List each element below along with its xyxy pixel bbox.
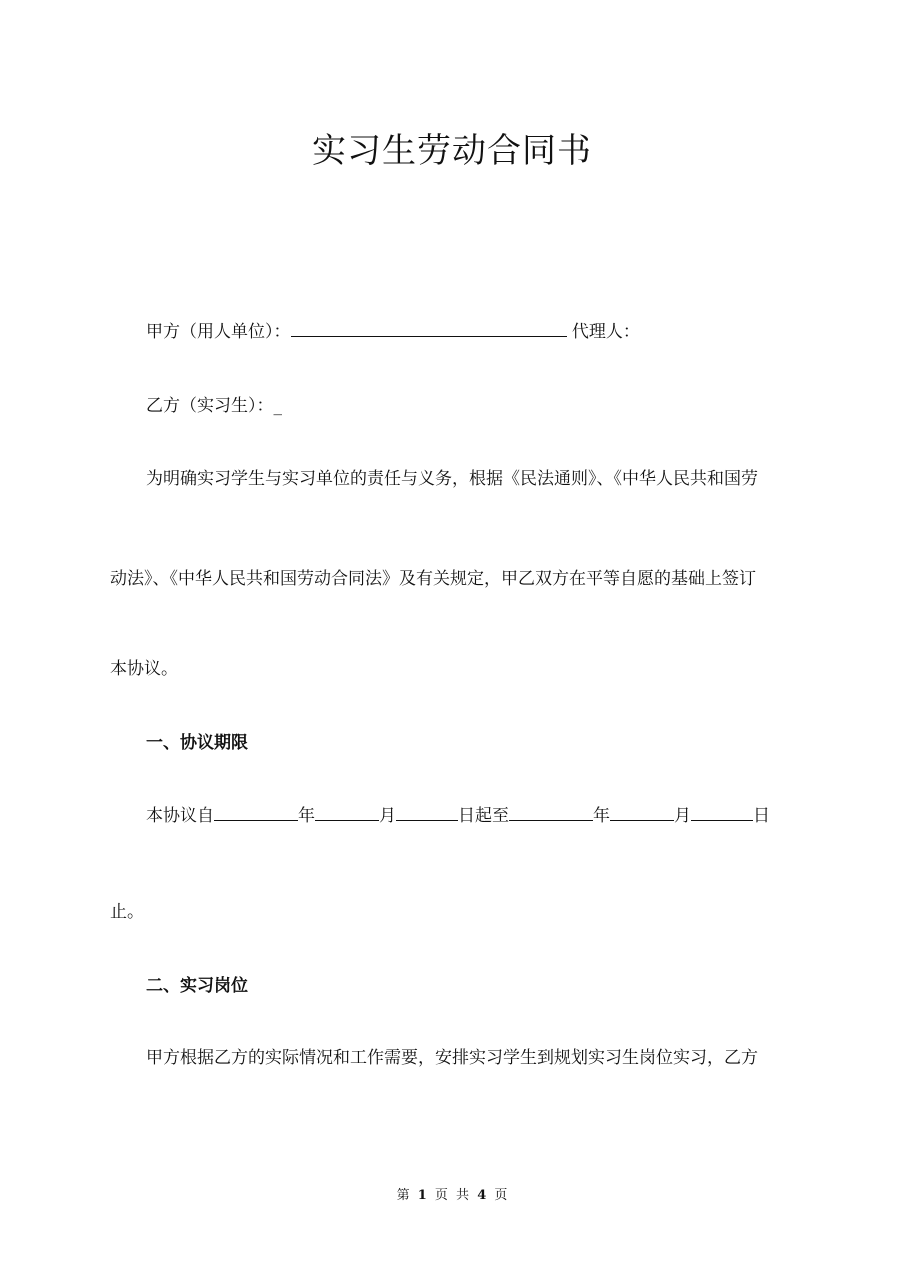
party-a-agent-label: 代理人： <box>571 322 640 342</box>
start-month-blank[interactable] <box>315 804 379 821</box>
end-year-blank[interactable] <box>509 804 593 821</box>
party-a-label: 甲方（用人单位）： <box>146 322 291 342</box>
start-year-blank[interactable] <box>214 804 298 821</box>
start-month-label: 月 <box>379 806 396 826</box>
end-month-blank[interactable] <box>610 804 674 821</box>
party-a-blank[interactable] <box>291 320 567 337</box>
period-tail: 止。 <box>110 902 144 922</box>
party-b-blank[interactable]: _ <box>273 396 282 416</box>
preamble-line-2: 动法》、《中华人民共和国劳动合同法》及有关规定，甲乙双方在平等自愿的基础上签订 <box>110 569 756 589</box>
period-prefix: 本协议自 <box>146 806 214 826</box>
end-year-label: 年 <box>593 806 610 826</box>
footer-page-prefix: 第 <box>396 1188 410 1203</box>
page-footer <box>0 1186 904 1206</box>
preamble-line-1: 为明确实习学生与实习单位的责任与义务，根据《民法通则》、《中华人民共和国劳 <box>146 469 758 489</box>
footer-page-suffix: 页 <box>494 1188 508 1203</box>
section-2-line-1: 甲方根据乙方的实际情况和工作需要，安排实习学生到规划实习生岗位实习，乙方 <box>146 1048 758 1068</box>
footer-page-mid: 页 共 <box>434 1188 470 1203</box>
footer-page-total: 4 <box>477 1188 487 1203</box>
party-b-line <box>146 392 282 420</box>
start-day-blank[interactable] <box>396 804 458 821</box>
start-year-label: 年 <box>298 806 315 826</box>
preamble-line-3: 本协议。 <box>110 659 178 679</box>
document-title: 实习生劳动合同书 <box>312 131 592 171</box>
end-month-label: 月 <box>674 806 691 826</box>
section-1-heading: 一、协议期限 <box>146 733 248 753</box>
end-day-blank[interactable] <box>691 804 753 821</box>
footer-page-current: 1 <box>417 1188 427 1203</box>
section-2-heading: 二、实习岗位 <box>146 976 248 996</box>
party-a-line <box>146 318 640 346</box>
start-day-label: 日起至 <box>458 806 509 826</box>
period-line <box>146 802 770 830</box>
party-b-label: 乙方（实习生）： <box>146 396 274 416</box>
end-day-label: 日 <box>753 806 770 826</box>
